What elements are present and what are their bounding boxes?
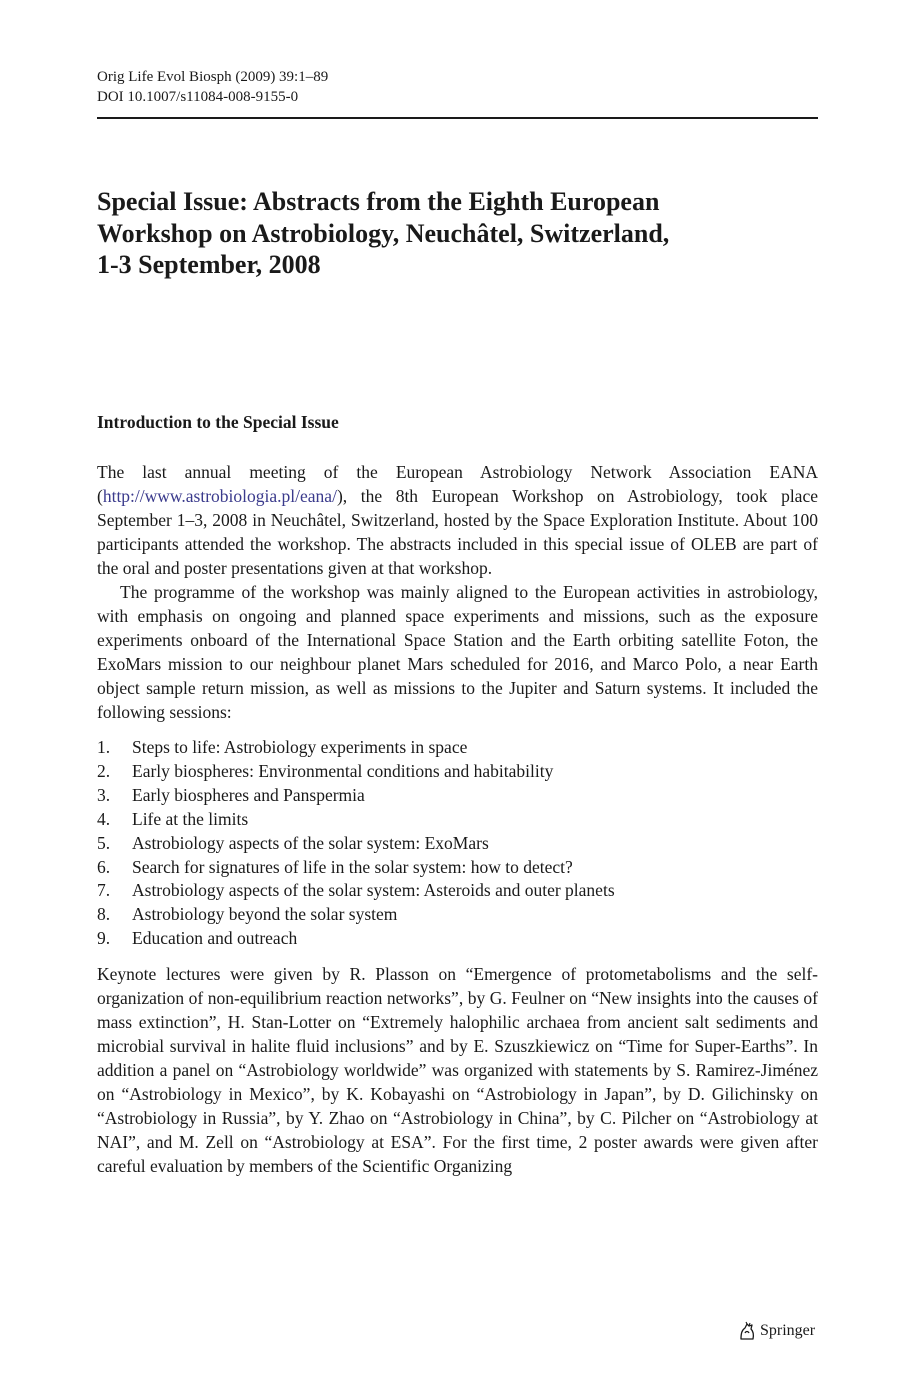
article-title: [97, 186, 757, 281]
list-item-text: Astrobiology beyond the solar system: [132, 904, 398, 925]
list-item-text: Early biospheres and Panspermia: [132, 784, 365, 805]
list-item-number: 3.: [97, 784, 111, 805]
list-item: [97, 832, 818, 856]
list-item-number: 8.: [97, 904, 111, 925]
list-item: [97, 736, 818, 760]
section-heading: Introduction to the Special Issue: [97, 412, 339, 432]
list-item-text: Astrobiology aspects of the solar system: Asteroids and outer planets: [132, 880, 615, 901]
intro-paragraph-3: Keynote lectures were given by R. Plasson on “Emergence of protometabolisms and the self-organization of non-equilibrium reaction networks”, by G. Feulner on “New insights into the causes of mass extinction”, H. Stan-Lotter on “Extremely halophilic archaea from ancient salt sediments and microbial survival in halite fluid inclusions” and by E. Szuszkiewicz on “Time for Super-Earths”. In addition a panel on “Astrobiology worldwide” was organized with statements by S. Ramirez-Jiménez on “Astrobiology in Mexico”, by K. Kobayashi on “Astrobiology in Japan”, by D. Gilichinsky on “Astrobiology in Russia”, by Y. Zhao on “Astrobiology in China”, by C. Pilcher on “Astrobiology at NAI”, and M. Zell on “Astrobiology at ESA”. For the first time, 2 poster awards were given after careful evaluation by members of the Scientific Organizing: [97, 964, 818, 1176]
list-item: [97, 808, 818, 832]
doi: DOI 10.1007/s11084-008-9155-0: [97, 89, 299, 105]
paragraph-1-text-start: The last annual meeting of the European Astrobiology Network Association EANA (: [97, 462, 818, 506]
list-item: [97, 760, 818, 784]
title-line-2: Workshop on Astrobiology, Neuchâtel, Switzerland,: [97, 218, 670, 248]
list-item-number: 7.: [97, 880, 111, 901]
springer-horse-icon: [738, 1321, 756, 1341]
sessions-list: [97, 736, 818, 951]
intro-paragraph-1: [97, 460, 818, 580]
list-item: [97, 927, 818, 951]
journal-citation: Orig Life Evol Biosph (2009) 39:1–89: [97, 69, 329, 85]
publisher-name: Springer: [760, 1322, 816, 1339]
header-rule: [97, 117, 818, 119]
list-item-text: Early biospheres: Environmental conditions and habitability: [132, 760, 554, 781]
list-item-number: 2.: [97, 760, 111, 781]
list-item-number: 5.: [97, 832, 111, 853]
list-item: [97, 784, 818, 808]
list-item-text: Astrobiology aspects of the solar system: ExoMars: [132, 832, 489, 853]
title-line-3: 1-3 September, 2008: [97, 250, 321, 279]
paragraph-1-text-end: ), the 8th European Workshop on Astrobiology, took place September 1–3, 2008 in Neuchâtel, Switzerland, hosted by the Space Exploration Institute. About 100 participants attended the workshop. The abstracts included in this special issue of OLEB are part of the oral and poster presentations given at that workshop.: [97, 486, 818, 578]
journal-header: [97, 67, 328, 107]
list-item: [97, 903, 818, 927]
list-item: [97, 856, 818, 880]
list-item-number: 1.: [97, 737, 111, 757]
eana-link[interactable]: http://www.astrobiologia.pl/eana/: [102, 486, 337, 506]
springer-logo: [738, 1320, 815, 1342]
list-item: [97, 879, 818, 903]
list-item-number: 4.: [97, 808, 111, 829]
list-item-text: Life at the limits: [132, 808, 249, 829]
intro-paragraph-2: The programme of the workshop was mainly aligned to the European activities in astrobiology, with emphasis on ongoing and planned space experiments and missions, such as the exposure experiments onboard of the International Space Station and the Earth orbiting satellite Foton, the ExoMars mission to our neighbour planet Mars scheduled for 2016, and Marco Polo, a near Earth object sample return mission, as well as missions to the Jupiter and Saturn systems. It included the following sessions:: [97, 582, 818, 722]
list-item-text: Steps to life: Astrobiology experiments in space: [132, 737, 468, 757]
title-line-1: Special Issue: Abstracts from the Eighth European: [97, 187, 660, 216]
list-item-number: 9.: [97, 928, 111, 949]
list-item-number: 6.: [97, 856, 111, 877]
list-item-text: Education and outreach: [132, 928, 298, 949]
list-item-text: Search for signatures of life in the solar system: how to detect?: [132, 856, 573, 877]
